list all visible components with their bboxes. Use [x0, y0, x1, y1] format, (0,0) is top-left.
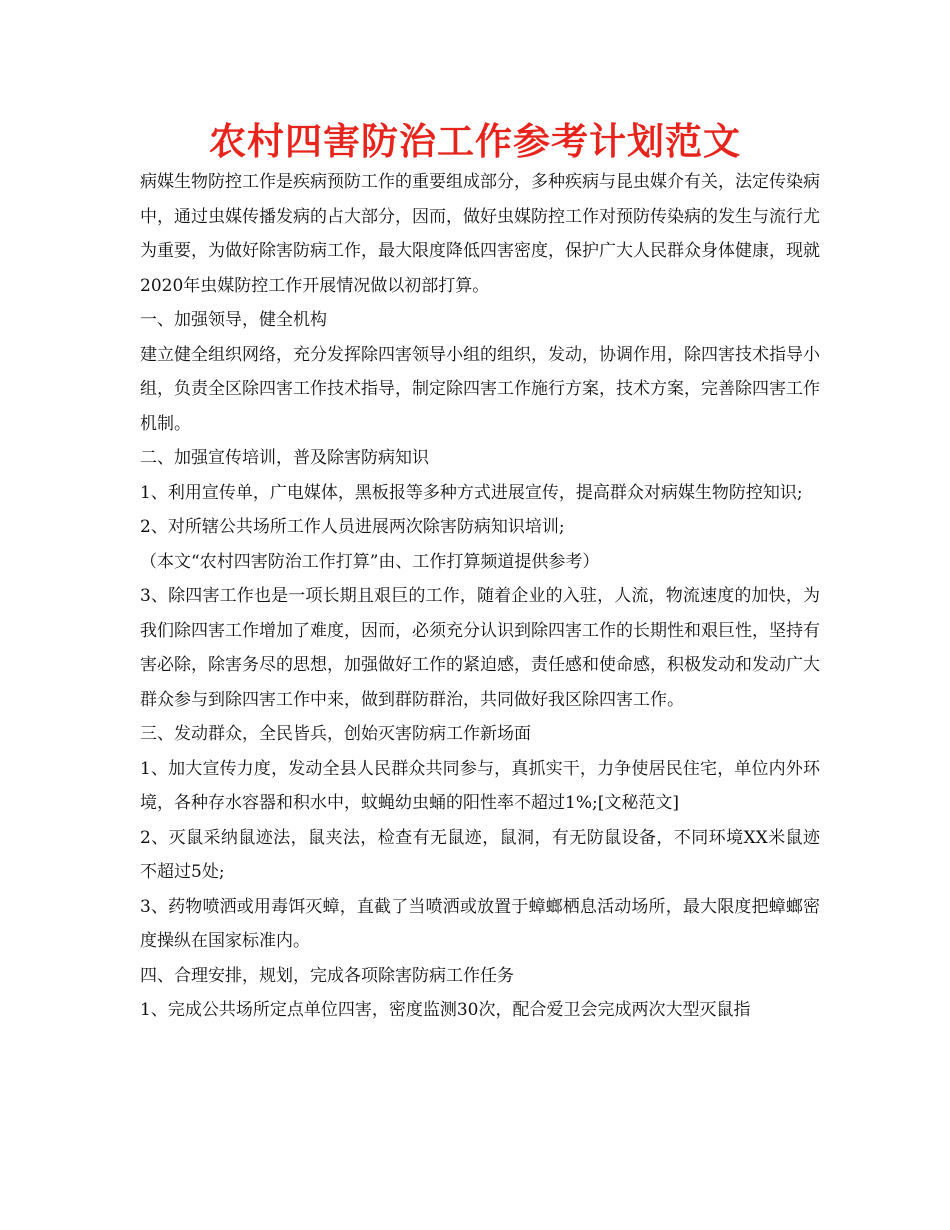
- list-item: 1、完成公共场所定点单位四害，密度监测30次，配合爱卫会完成两次大型灭鼠指: [140, 1000, 751, 1020]
- list-item: 2、对所辖公共场所工作人员进展两次除害防病知识培训;: [140, 517, 565, 537]
- list-item: 3、除四害工作也是一项长期且艰巨的工作，随着企业的入驻，人流，物流速度的加快，为我们除四害工作增加了难度，因而，必须充分认识到除四害工作的长期性和艰巨性，坚持有害必除，除害务尽的思想，加强做好工作的紧迫感，责任感和使命感，积极发动和发动广大群众参与到除四害工作中来，做到群防群治，共同做好我区除四害工作。: [140, 586, 820, 710]
- section-heading-2: 二、加强宣传培训，普及除害防病知识: [140, 448, 429, 468]
- document-body: [140, 165, 820, 1028]
- section-heading-1: 一、加强领导，健全机构: [140, 310, 327, 330]
- list-item: 3、药物喷洒或用毒饵灭蟑，直截了当喷洒或放置于蟑螂栖息活动场所，最大限度把蟑螂密度操纵在国家标准内。: [140, 896, 820, 951]
- list-item: 1、加大宣传力度，发动全县人民群众共同参与，真抓实干，力争使居民住宅，单位内外环境，各种存水容器和积水中，蚊蝇幼虫蛹的阳性率不超过1%;[文秘范文]: [140, 758, 820, 813]
- list-item: 1、利用宣传单，广电媒体，黑板报等多种方式进展宣传，提高群众对病媒生物防控知识;: [140, 482, 803, 503]
- section-heading-3: 三、发动群众，全民皆兵，创始灭害防病工作新场面: [140, 724, 531, 744]
- source-note: （本文“农村四害防治工作打算”由、工作打算频道提供参考）: [140, 551, 600, 572]
- intro-paragraph: 病媒生物防控工作是疾病预防工作的重要组成部分，多种疾病与昆虫媒介有关，法定传染病中，通过虫媒传播发病的占大部分，因而，做好虫媒防控工作对预防传染病的发生与流行尤为重要，为做好除害防病工作，最大限度降低四害密度，保护广大人民群众身体健康，现就2020年虫媒防控工作开展情况做以初部打算。: [140, 172, 820, 296]
- list-item: 2、灭鼠采纳鼠迹法，鼠夹法，检查有无鼠迹，鼠洞，有无防鼠设备，不同环境XX米鼠迹不超过5处;: [140, 827, 820, 882]
- body-paragraph: 建立健全组织网络，充分发挥除四害领导小组的组织，发动，协调作用，除四害技术指导小组，负责全区除四害工作技术指导，制定除四害工作施行方案，技术方案，完善除四害工作机制。: [140, 344, 820, 434]
- section-heading-4: 四、合理安排，规划，完成各项除害防病工作任务: [140, 965, 514, 986]
- document-title: 农村四害防治工作参考计划范文: [209, 120, 741, 163]
